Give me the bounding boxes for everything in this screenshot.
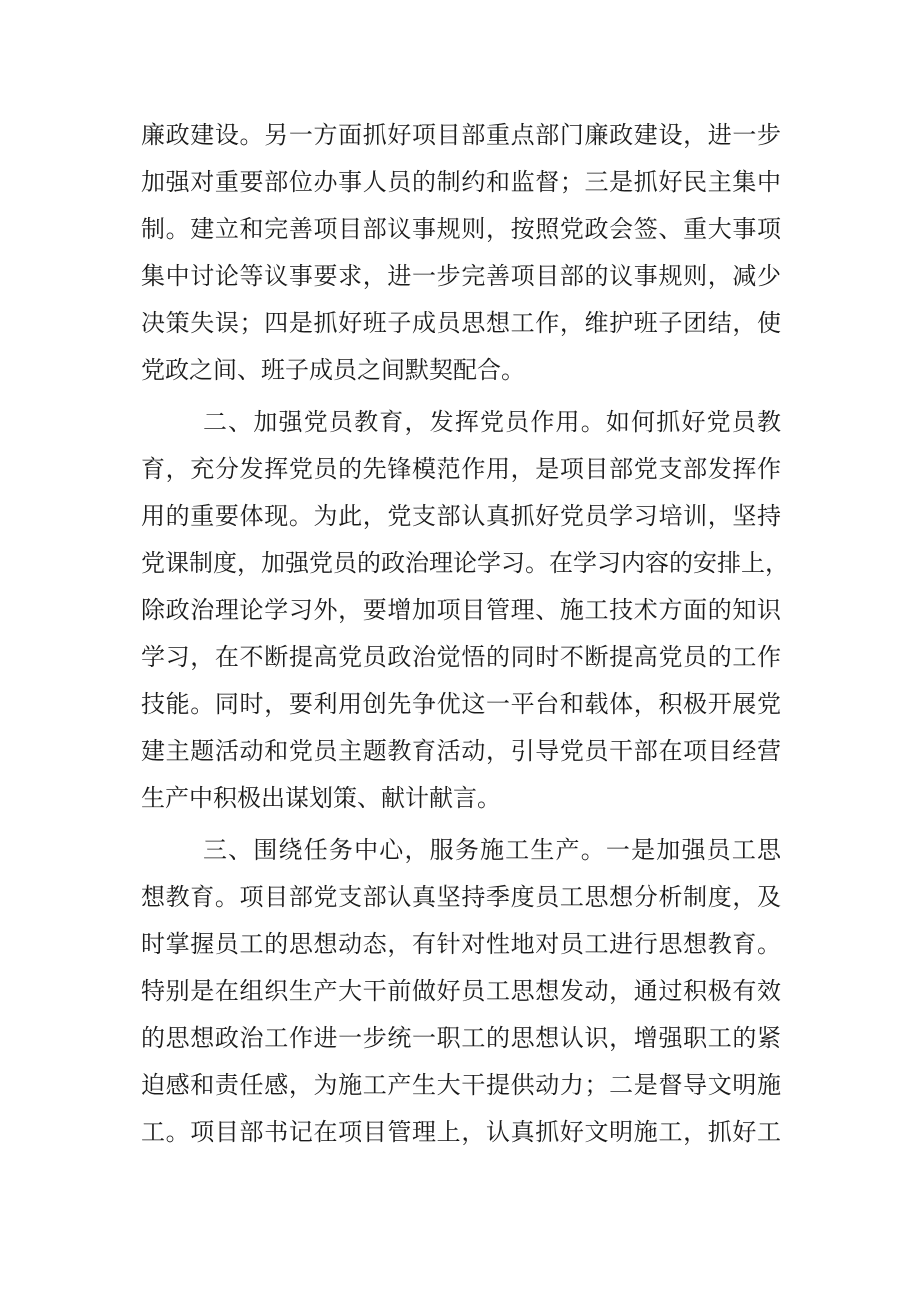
text-line: 加强对重要部位办事人员的制约和监督；三是抓好民主集中 bbox=[141, 168, 781, 196]
text-line: 想教育。项目部党支部认真坚持季度员工思想分析制度，及 bbox=[141, 883, 781, 911]
text-line: 工。项目部书记在项目管理上，认真抓好文明施工，抓好工 bbox=[141, 1118, 781, 1146]
text-line: 党课制度，加强党员的政治理论学习。在学习内容的安排上， bbox=[141, 549, 789, 577]
text-line: 建主题活动和党员主题教育活动，引导党员干部在项目经营 bbox=[141, 737, 781, 765]
text-line: 生产中积极出谋划策、献计献言。 bbox=[141, 784, 501, 812]
text-line: 三、围绕任务中心，服务施工生产。一是加强员工思 bbox=[203, 836, 781, 864]
text-line: 技能。同时，要利用创先争优这一平台和载体，积极开展党 bbox=[141, 690, 781, 718]
text-line: 党政之间、班子成员之间默契配合。 bbox=[141, 356, 525, 384]
text-line: 学习，在不断提高党员政治觉悟的同时不断提高党员的工作 bbox=[141, 643, 781, 671]
text-line: 迫感和责任感，为施工产生大干提供动力；二是督导文明施 bbox=[141, 1071, 781, 1099]
text-line: 二、加强党员教育，发挥党员作用。如何抓好党员教 bbox=[203, 408, 781, 436]
paragraph bbox=[141, 399, 789, 822]
text-line: 的思想政治工作进一步统一职工的思想认识，增强职工的紧 bbox=[141, 1024, 781, 1052]
text-line: 育，充分发挥党员的先锋模范作用，是项目部党支部发挥作 bbox=[141, 455, 781, 483]
text-line: 制。建立和完善项目部议事规则，按照党政会签、重大事项 bbox=[141, 215, 781, 243]
text-line: 廉政建设。另一方面抓好项目部重点部门廉政建设，进一步 bbox=[141, 121, 781, 149]
document-body bbox=[141, 112, 789, 1156]
text-line: 用的重要体现。为此，党支部认真抓好党员学习培训，坚持 bbox=[141, 502, 781, 530]
text-line: 集中讨论等议事要求，进一步完善项目部的议事规则，减少 bbox=[141, 262, 781, 290]
paragraph bbox=[141, 112, 781, 394]
text-line: 决策失误；四是抓好班子成员思想工作，维护班子团结，使 bbox=[141, 309, 781, 337]
text-line: 除政治理论学习外，要增加项目管理、施工技术方面的知识 bbox=[141, 596, 781, 624]
text-line: 特别是在组织生产大干前做好员工思想发动，通过积极有效 bbox=[141, 977, 781, 1005]
text-line: 时掌握员工的思想动态，有针对性地对员工进行思想教育。 bbox=[141, 930, 781, 958]
paragraph bbox=[141, 827, 781, 1156]
